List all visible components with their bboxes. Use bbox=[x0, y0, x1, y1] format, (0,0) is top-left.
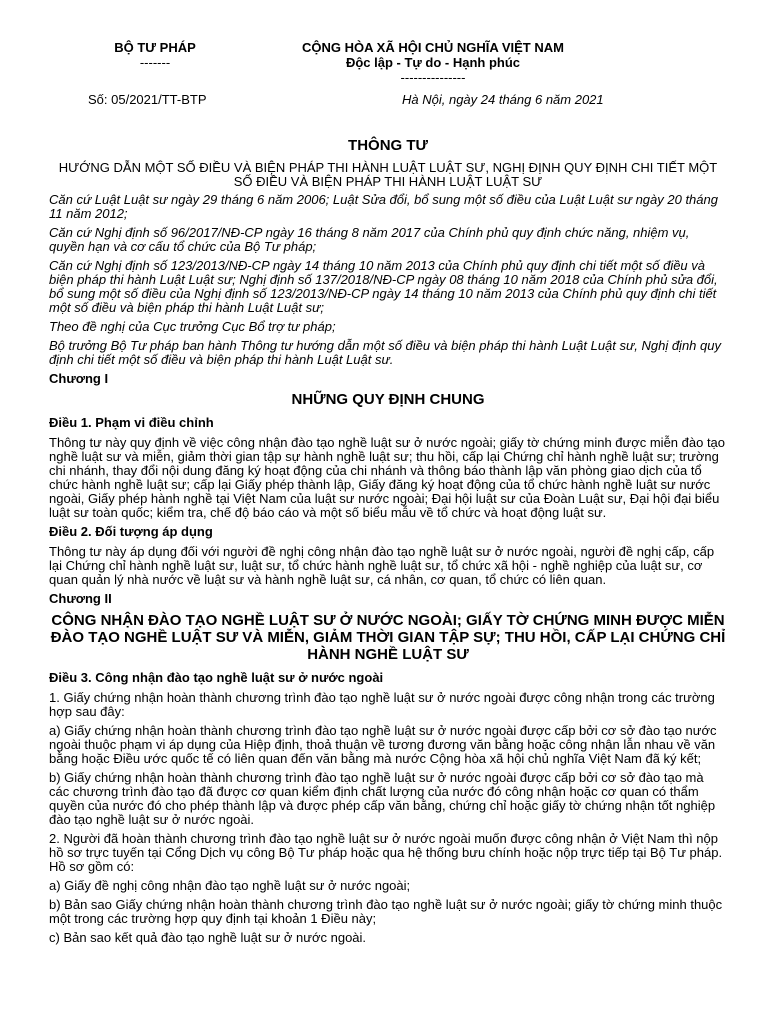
article-1-title: Điều 1. Phạm vi điều chỉnh bbox=[49, 415, 214, 430]
issuer-divider: ------- bbox=[139, 55, 171, 70]
article-3-para: a) Giấy đề nghị công nhận đào tạo nghề luật sư ở nước ngoài; bbox=[49, 878, 411, 893]
article-3-para: 2. Người đã hoàn thành chương trình đào tạo nghề luật sư ở nước ngoài muốn được công nhận ở Việt Nam thì nộp hồ sơ trực tuyến tại Cổng Dịch vụ công Bộ Tư pháp hoặc qua hệ thống bưu chính hoặc nộp trực tiếp tại Bộ Tư pháp. Hồ sơ gồm có: bbox=[49, 831, 723, 874]
article-3-para: b) Bản sao Giấy chứng nhận hoàn thành chương trình đào tạo nghề luật sư ở nước ngoài; giấy tờ chứng minh thuộc một trong các trường hợp quy định tại khoản 1 Điều này; bbox=[49, 897, 723, 926]
article-2-title: Điều 2. Đối tượng áp dụng bbox=[49, 524, 213, 539]
chapter-1-title: NHỮNG QUY ĐỊNH CHUNG bbox=[291, 391, 485, 408]
document-body bbox=[49, 137, 727, 950]
national-title-block bbox=[278, 40, 588, 85]
article-1-text: Thông tư này quy định về việc công nhận đào tạo nghề luật sư ở nước ngoài; giấy tờ chứng minh được miễn đào tạo nghề luật sư và miễn, giảm thời gian tập sự hành nghề luật sư; thu hồi, cấp lại Chứng chỉ hành nghề luật sư; trường chi nhánh, thay đổi nội dung đăng ký hoạt động của chi nhánh và thông báo thành lập văn phòng giao dịch của tổ chức hành nghề luật sư; cấp lại Giấy phép thành lập, Giấy đăng ký hoạt động của tổ chức hành nghề luật sư nước ngoài, Giấy phép hành nghề tại Việt Nam của luật sư nước ngoài; Đại hội luật sư của Đoàn Luật sư, Đại hội đại biểu luật sư toàn quốc; kiểm tra, chế độ báo cáo và một số biểu mẫu về tổ chức và hoạt động luật sư. bbox=[49, 435, 726, 520]
article-2-text: Thông tư này áp dụng đối với người đề nghị công nhận đào tạo nghề luật sư ở nước ngoài, người đề nghị cấp, cấp lại Chứng chỉ hành nghề luật sư, luật sư, tổ chức hành nghề luật sư, tổ chức xã hội - nghề nghiệp của luật sư, cơ quan quản lý nhà nước về luật sư và hành nghề luật sư, cá nhân, cơ quan, tổ chức có liên quan. bbox=[49, 544, 715, 587]
document-number: Số: 05/2021/TT-BTP bbox=[88, 92, 207, 107]
issuer-name: BỘ TƯ PHÁP bbox=[114, 40, 196, 55]
article-3-para: a) Giấy chứng nhận hoàn thành chương trình đào tạo nghề luật sư ở nước ngoài được cấp bởi cơ sở đào tạo nước ngoài thuộc phạm vi áp dụng của Hiệp định, thoả thuận về tương đương văn bằng hoặc công nhận lẫn nhau về văn bằng hoặc Điều ước quốc tế có liên quan đến văn bằng mà nước Cộng hòa xã hội chủ nghĩa Việt Nam đã ký kết; bbox=[49, 723, 717, 766]
preamble-3: Căn cứ Nghị định số 123/2013/NĐ-CP ngày 14 tháng 10 năm 2013 của Chính phủ quy định chi tiết một số điều và biện pháp thi hành Luật Luật sư; Nghị định số 137/2018/NĐ-CP ngày 08 tháng 10 năm 2018 của Chính phủ sửa đổi, bổ sung một số điều của Nghị định số 123/2013/NĐ-CP ngày 14 tháng 10 năm 2013 của Chính phủ quy định chi tiết một số điều và biện pháp thi hành Luật Luật sư; bbox=[49, 258, 718, 315]
document-subtitle: HƯỚNG DẪN MỘT SỐ ĐIỀU VÀ BIỆN PHÁP THI HÀNH LUẬT LUẬT SƯ, NGHỊ ĐỊNH QUY ĐỊNH CHI TIẾT MỘT SỐ ĐIỀU VÀ BIỆN PHÁP THI HÀNH LUẬT LUẬT SƯ bbox=[58, 160, 718, 189]
article-3-para: c) Bản sao kết quả đào tạo nghề luật sư ở nước ngoài. bbox=[49, 930, 367, 945]
preamble-1: Căn cứ Luật Luật sư ngày 29 tháng 6 năm 2006; Luật Sửa đổi, bổ sung một số điều của Luật Luật sư ngày 20 tháng 11 năm 2012; bbox=[49, 192, 718, 221]
article-3-para: b) Giấy chứng nhận hoàn thành chương trình đào tạo nghề luật sư ở nước ngoài được cấp bởi cơ sở đào tạo mà các chương trình đào tạo đã được cơ quan kiểm định chất lượng của nước đó công nhận hoặc cơ quan có thẩm quyền của nước đó cho phép thành lập và được phép cấp văn bằng, chứng chỉ hoặc giấy tờ chứng nhận tốt nghiệp đào tạo nghề luật sư ở nước ngoài. bbox=[49, 770, 716, 827]
issuer-block bbox=[60, 40, 250, 70]
chapter-2-title: CÔNG NHẬN ĐÀO TẠO NGHỀ LUẬT SƯ Ở NƯỚC NGOÀI; GIẤY TỜ CHỨNG MINH ĐƯỢC MIỄN ĐÀO TẠO NGHỀ LUẬT SƯ VÀ MIỄN, GIẢM THỜI GIAN TẬP SỰ; THU HỒI, CẤP LẠI CHỨNG CHỈ HÀNH NGHỀ LUẬT SƯ bbox=[50, 612, 726, 663]
article-3-title: Điều 3. Công nhận đào tạo nghề luật sư ở nước ngoài bbox=[49, 670, 384, 685]
document-type: THÔNG TƯ bbox=[348, 137, 428, 154]
national-motto: Độc lập - Tự do - Hạnh phúc bbox=[345, 55, 521, 70]
preamble-4: Theo đề nghị của Cục trưởng Cục Bổ trợ tư pháp; bbox=[49, 319, 336, 334]
preamble-5: Bộ trưởng Bộ Tư pháp ban hành Thông tư hướng dẫn một số điều và biện pháp thi hành Luật Luật sư, Nghị định quy định chi tiết một số điều và biện pháp thi hành Luật Luật sư. bbox=[49, 338, 721, 367]
preamble-2: Căn cứ Nghị định số 96/2017/NĐ-CP ngày 16 tháng 8 năm 2017 của Chính phủ quy định chức năng, nhiệm vụ, quyền hạn và cơ cấu tổ chức của Bộ Tư pháp; bbox=[49, 225, 690, 254]
place-date: Hà Nội, ngày 24 tháng 6 năm 2021 bbox=[402, 92, 604, 107]
article-3-para: 1. Giấy chứng nhận hoàn thành chương trình đào tạo nghề luật sư ở nước ngoài được công nhận trong các trường hợp sau đây: bbox=[49, 690, 715, 719]
motto-divider: --------------- bbox=[400, 70, 466, 85]
national-title: CỘNG HÒA XÃ HỘI CHỦ NGHĨA VIỆT NAM bbox=[302, 40, 564, 55]
chapter-1-label: Chương I bbox=[49, 371, 109, 386]
chapter-2-label: Chương II bbox=[49, 591, 112, 606]
